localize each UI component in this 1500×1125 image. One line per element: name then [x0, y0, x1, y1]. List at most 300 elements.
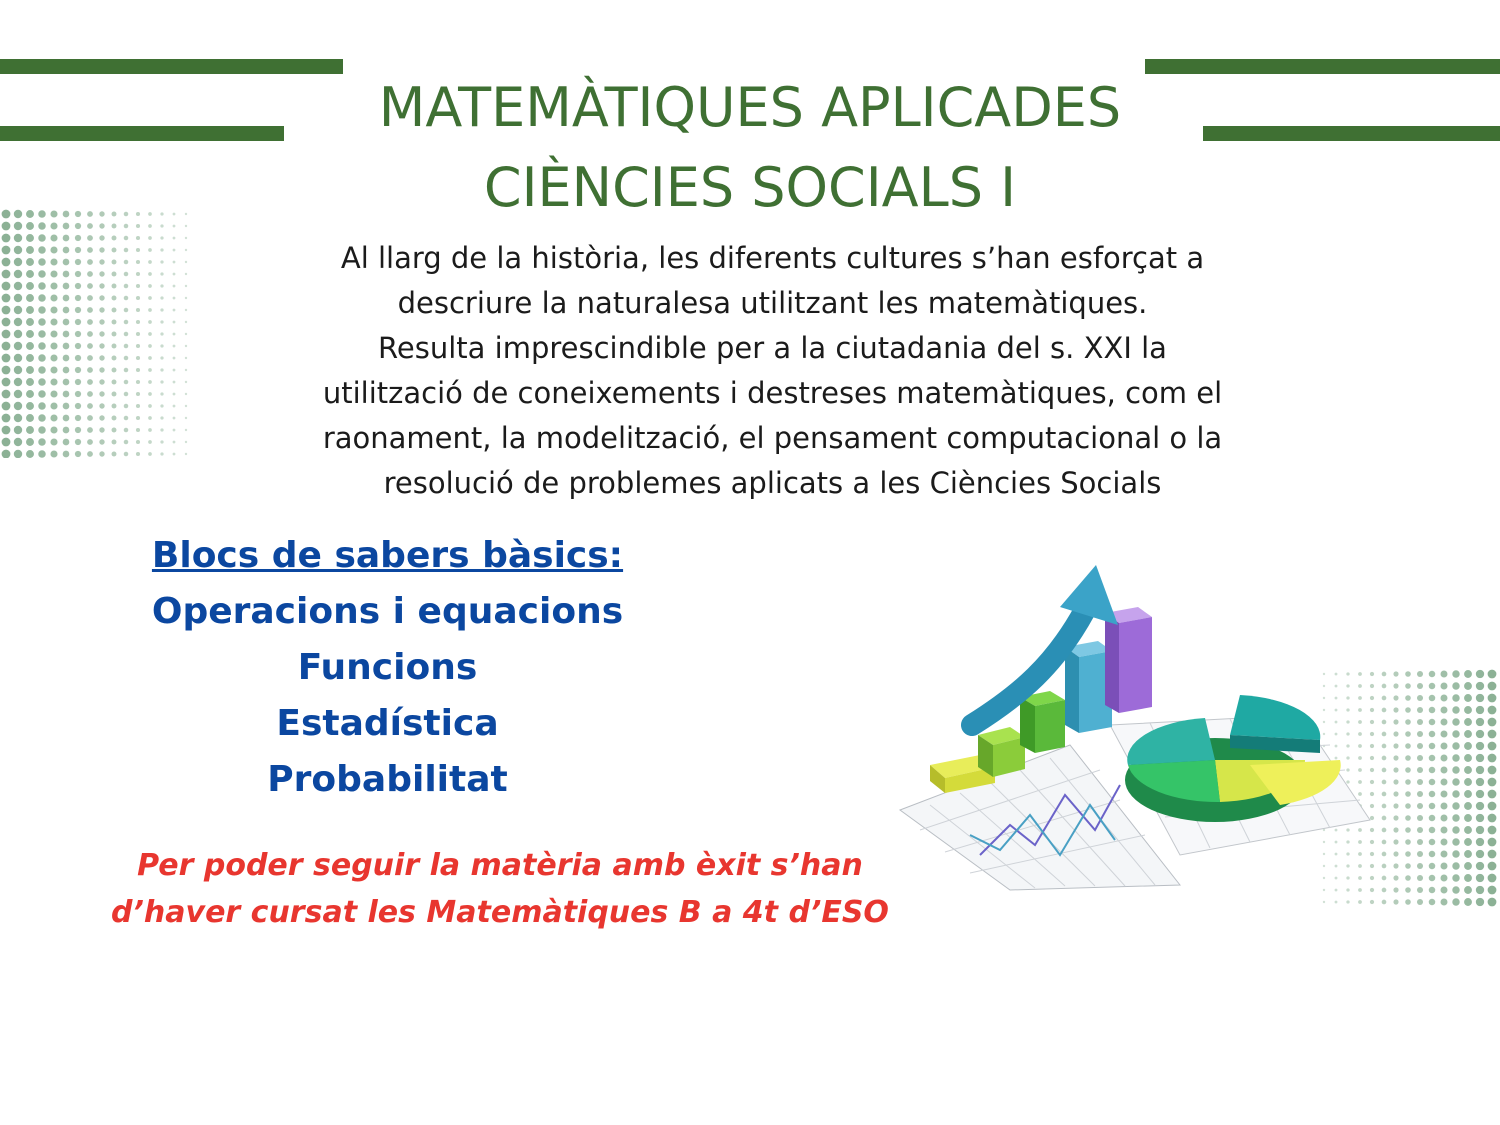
decorative-dot [50, 330, 57, 337]
decorative-dot [14, 306, 22, 314]
decorative-dot [1452, 814, 1459, 821]
decorative-dot [1417, 767, 1423, 773]
decorative-dot [50, 402, 57, 409]
decorative-dot [99, 295, 104, 300]
decorative-dot [63, 223, 70, 230]
decorative-dot [87, 427, 93, 433]
decorative-dot [1405, 695, 1411, 701]
decorative-dot [1476, 694, 1484, 702]
decorative-dot [136, 296, 140, 300]
decorative-dot [14, 378, 22, 386]
decorative-dot [185, 417, 187, 419]
decorative-dot [136, 356, 140, 360]
decorative-dot [185, 357, 187, 359]
decorative-dot [1417, 803, 1423, 809]
decorative-dot [1405, 779, 1411, 785]
decorative-dot [185, 297, 187, 299]
decorative-dot [50, 234, 57, 241]
decorative-dot [160, 416, 163, 419]
decorative-dot [148, 404, 152, 408]
decorative-dot [1452, 742, 1459, 749]
decorative-dot [1452, 838, 1459, 845]
decorative-dot [2, 306, 11, 315]
decorative-dot [173, 237, 176, 240]
decorative-dot [1488, 682, 1497, 691]
decorative-dot [148, 332, 152, 336]
decorative-dot [1452, 802, 1459, 809]
decorative-dot [1405, 827, 1411, 833]
decorative-dot [2, 414, 11, 423]
decorative-dot [185, 345, 187, 347]
decorative-dot [1452, 694, 1459, 701]
decorative-dot [50, 390, 57, 397]
decorative-dot [50, 426, 57, 433]
decorative-dot [1476, 742, 1484, 750]
decorative-dot [185, 285, 187, 287]
decorative-dot [14, 294, 22, 302]
decorative-dot [112, 404, 117, 409]
decorative-dot [63, 451, 70, 458]
decorative-dot [99, 343, 104, 348]
decorative-dot [173, 273, 176, 276]
decorative-dot [1476, 682, 1484, 690]
decorative-dot [75, 439, 81, 445]
decorative-dot [99, 271, 104, 276]
decorative-dot [160, 224, 163, 227]
decorative-dot [124, 452, 129, 457]
decorative-dot [1441, 899, 1448, 906]
decorative-dot [112, 284, 117, 289]
decorative-dot [1476, 850, 1484, 858]
decorative-dot [14, 414, 22, 422]
header-bar-left-top [0, 59, 343, 74]
decorative-dot [87, 391, 93, 397]
decorative-dot [1476, 826, 1484, 834]
decorative-dot [1488, 790, 1497, 799]
decorative-dot [160, 344, 163, 347]
decorative-dot [75, 283, 81, 289]
decorative-dot [112, 452, 117, 457]
decorative-dot [14, 426, 22, 434]
decorative-dot [1429, 767, 1436, 774]
decorative-dot [1441, 875, 1448, 882]
decorative-dot [75, 355, 81, 361]
decorative-dot [1429, 731, 1436, 738]
decorative-dot [1429, 899, 1436, 906]
decorative-dot [1464, 850, 1472, 858]
decorative-dot [1323, 901, 1325, 903]
decorative-dot [124, 380, 129, 385]
decorative-dot [185, 321, 187, 323]
decorative-dot [148, 380, 152, 384]
decorative-dot [124, 236, 129, 241]
decorative-dot [124, 296, 129, 301]
decorative-dot [1441, 839, 1448, 846]
decorative-dot [1452, 682, 1459, 689]
decorative-dot [14, 438, 22, 446]
decorative-dot [173, 285, 176, 288]
decorative-dot [2, 270, 11, 279]
decorative-dot [87, 319, 93, 325]
decorative-dot [148, 296, 152, 300]
decorative-dot [75, 223, 81, 229]
decorative-dot [26, 366, 34, 374]
decorative-dot [50, 270, 57, 277]
decorative-dot [14, 246, 22, 254]
decorative-dot [1488, 838, 1497, 847]
decorative-dot [136, 272, 140, 276]
decorative-dot [2, 222, 11, 231]
decorative-dot [63, 343, 70, 350]
decorative-dot [1488, 706, 1497, 715]
decorative-dot [1429, 803, 1436, 810]
decorative-dot [148, 368, 152, 372]
decorative-dot [63, 415, 70, 422]
decorative-dot [1476, 718, 1484, 726]
decorative-dot [38, 318, 46, 326]
decorative-dot [1452, 718, 1459, 725]
decorative-dot [160, 428, 163, 431]
decorative-dot [112, 296, 117, 301]
decorative-dot [124, 356, 129, 361]
decorative-dot [1441, 755, 1448, 762]
decorative-dot [112, 440, 117, 445]
decorative-dot [63, 259, 70, 266]
decorative-dot [50, 378, 57, 385]
decorative-dot [1429, 719, 1436, 726]
decorative-dot [173, 345, 176, 348]
decorative-dot [50, 318, 57, 325]
decorative-dot [112, 320, 117, 325]
decorative-dot [185, 393, 187, 395]
decorative-dot [124, 344, 129, 349]
decorative-dot [1476, 862, 1484, 870]
decorative-dot [50, 246, 57, 253]
decorative-dot [160, 380, 163, 383]
decorative-dot [160, 296, 163, 299]
decorative-dot [38, 294, 46, 302]
decorative-dot [1441, 863, 1448, 870]
decorative-dot [148, 236, 152, 240]
decorative-dot [185, 213, 187, 215]
decorative-dot [1476, 874, 1484, 882]
decorative-dot [1464, 694, 1472, 702]
decorative-dot [2, 282, 11, 291]
decorative-dot [124, 440, 129, 445]
decorative-dot [75, 271, 81, 277]
decorative-dot [50, 366, 57, 373]
decorative-dot [63, 439, 70, 446]
decorative-dot [185, 429, 187, 431]
decorative-dot [2, 426, 11, 435]
decorative-dot [1429, 683, 1436, 690]
decorative-dot [87, 307, 93, 313]
decorative-dot [1405, 719, 1411, 725]
decorative-dot [38, 426, 46, 434]
decorative-dot [160, 392, 163, 395]
decorative-dot [1464, 670, 1472, 678]
decorative-dot [1452, 790, 1459, 797]
decorative-dot [1464, 898, 1472, 906]
decorative-dot [173, 417, 176, 420]
decorative-dot [1476, 802, 1484, 810]
decorative-dot [136, 392, 140, 396]
decorative-dot [1417, 863, 1423, 869]
decorative-dot [1441, 827, 1448, 834]
prerequisite-note [40, 842, 960, 936]
decorative-dot [1405, 815, 1411, 821]
decorative-dot [1417, 671, 1423, 677]
decorative-dot [2, 210, 11, 219]
decorative-dot [173, 321, 176, 324]
decorative-dot [148, 428, 152, 432]
decorative-dot [38, 234, 46, 242]
decorative-dot [1464, 778, 1472, 786]
decorative-dot [38, 342, 46, 350]
decorative-dot [87, 235, 93, 241]
decorative-dot [99, 403, 104, 408]
decorative-dot [1488, 802, 1497, 811]
decorative-dot [1370, 900, 1374, 904]
decorative-dot [173, 297, 176, 300]
decorative-dot [173, 333, 176, 336]
decorative-dot [185, 405, 187, 407]
decorative-dot [112, 248, 117, 253]
decorative-dot [136, 320, 140, 324]
decorative-dot [160, 320, 163, 323]
decorative-dot [38, 270, 46, 278]
decorative-dot [1429, 875, 1436, 882]
decorative-dot [1464, 790, 1472, 798]
decorative-dot [26, 318, 34, 326]
decorative-dot [1452, 850, 1459, 857]
decorative-dot [160, 248, 163, 251]
decorative-dot [148, 260, 152, 264]
decorative-dot [1452, 898, 1459, 905]
decorative-dot [124, 320, 129, 325]
intro-line: Al llarg de la història, les diferents cultures s’han esforçat a [340, 241, 1205, 275]
decorative-dot [1488, 730, 1497, 739]
decorative-dot [136, 308, 140, 312]
decorative-dot [1441, 731, 1448, 738]
intro-line: resolució de problemes aplicats a les Ciències Socials [383, 466, 1162, 500]
decorative-dot [26, 402, 34, 410]
decorative-dot [136, 452, 140, 456]
decorative-dot [75, 367, 81, 373]
decorative-dot [38, 414, 46, 422]
decorative-dot [148, 224, 152, 228]
decorative-dot [1346, 900, 1349, 903]
decorative-dot [1488, 814, 1497, 823]
decorative-dot [63, 271, 70, 278]
decorative-dot [136, 380, 140, 384]
decorative-dot [38, 366, 46, 374]
decorative-dot [26, 378, 34, 386]
decorative-dot [1441, 767, 1448, 774]
decorative-dot [148, 272, 152, 276]
decorative-dot [14, 366, 22, 374]
decorative-dot [112, 392, 117, 397]
decorative-dot [50, 450, 57, 457]
decorative-dot [99, 307, 104, 312]
decorative-dot [99, 439, 104, 444]
decorative-dot [99, 211, 104, 216]
decorative-dot [148, 212, 152, 216]
decorative-dot [112, 332, 117, 337]
decorative-dot [1441, 695, 1448, 702]
decorative-dot [185, 333, 187, 335]
dot-pattern-left [0, 208, 195, 458]
decorative-dot [185, 453, 187, 455]
decorative-dot [124, 308, 129, 313]
decorative-dot [26, 330, 34, 338]
decorative-dot [1464, 742, 1472, 750]
decorative-dot [112, 380, 117, 385]
decorative-dot [173, 225, 176, 228]
decorative-dot [136, 344, 140, 348]
decorative-dot [1417, 743, 1423, 749]
decorative-dot [185, 309, 187, 311]
decorative-dot [63, 319, 70, 326]
decorative-dot [99, 319, 104, 324]
decorative-dot [38, 438, 46, 446]
decorative-dot [87, 247, 93, 253]
decorative-dot [173, 213, 176, 216]
decorative-dot [75, 391, 81, 397]
decorative-dot [1488, 826, 1497, 835]
decorative-dot [1464, 730, 1472, 738]
decorative-dot [148, 248, 152, 252]
decorative-dot [136, 416, 140, 420]
decorative-dot [160, 236, 163, 239]
decorative-dot [173, 261, 176, 264]
decorative-dot [99, 415, 104, 420]
block-item: Probabilitat [267, 759, 508, 800]
decorative-dot [38, 210, 46, 218]
decorative-dot [75, 307, 81, 313]
decorative-dot [75, 259, 81, 265]
decorative-dot [87, 451, 93, 457]
decorative-dot [148, 320, 152, 324]
decorative-dot [1488, 898, 1497, 907]
decorative-dot [87, 439, 93, 445]
note-line: Per poder seguir la matèria amb èxit s’han [137, 848, 863, 883]
decorative-dot [1452, 886, 1459, 893]
decorative-dot [1417, 815, 1423, 821]
decorative-dot [1429, 695, 1436, 702]
decorative-dot [38, 258, 46, 266]
decorative-dot [50, 294, 57, 301]
decorative-dot [14, 390, 22, 398]
decorative-dot [38, 246, 46, 254]
decorative-dot [1488, 694, 1497, 703]
decorative-dot [1476, 766, 1484, 774]
decorative-dot [63, 379, 70, 386]
decorative-dot [87, 295, 93, 301]
decorative-dot [38, 402, 46, 410]
decorative-dot [87, 355, 93, 361]
decorative-dot [26, 270, 34, 278]
decorative-dot [14, 318, 22, 326]
decorative-dot [1476, 790, 1484, 798]
decorative-dot [1405, 839, 1411, 845]
decorative-dot [112, 272, 117, 277]
decorative-dot [160, 212, 163, 215]
decorative-dot [75, 247, 81, 253]
decorative-dot [124, 248, 129, 253]
decorative-dot [63, 235, 70, 242]
decorative-dot [50, 306, 57, 313]
decorative-dot [1429, 755, 1436, 762]
decorative-dot [26, 258, 34, 266]
decorative-dot [50, 342, 57, 349]
decorative-dot [75, 235, 81, 241]
decorative-dot [124, 260, 129, 265]
decorative-dot [99, 391, 104, 396]
decorative-dot [136, 236, 140, 240]
decorative-dot [1476, 754, 1484, 762]
decorative-dot [1452, 754, 1459, 761]
decorative-dot [1464, 838, 1472, 846]
decorative-dot [148, 284, 152, 288]
decorative-dot [2, 366, 11, 375]
decorative-dot [1441, 851, 1448, 858]
decorative-dot [2, 234, 11, 243]
decorative-dot [1452, 670, 1459, 677]
decorative-dot [1441, 671, 1448, 678]
decorative-dot [136, 284, 140, 288]
decorative-dot [1417, 731, 1423, 737]
decorative-dot [38, 222, 46, 230]
decorative-dot [63, 355, 70, 362]
decorative-dot [1476, 898, 1484, 906]
decorative-dot [1405, 851, 1411, 857]
decorative-dot [148, 440, 152, 444]
decorative-dot [173, 357, 176, 360]
decorative-dot [99, 379, 104, 384]
decorative-dot [63, 331, 70, 338]
decorative-dot [112, 308, 117, 313]
decorative-dot [185, 249, 187, 251]
decorative-dot [124, 272, 129, 277]
decorative-dot [1464, 754, 1472, 762]
decorative-dot [112, 356, 117, 361]
decorative-dot [1358, 900, 1362, 904]
decorative-dot [1476, 838, 1484, 846]
decorative-dot [1405, 707, 1411, 713]
decorative-dot [75, 427, 81, 433]
decorative-dot [87, 379, 93, 385]
decorative-dot [160, 308, 163, 311]
decorative-dot [1429, 887, 1436, 894]
decorative-dot [173, 381, 176, 384]
decorative-dot [1441, 743, 1448, 750]
decorative-dot [1417, 719, 1423, 725]
decorative-dot [136, 332, 140, 336]
decorative-dot [87, 211, 93, 217]
decorative-dot [160, 260, 163, 263]
decorative-dot [26, 426, 34, 434]
decorative-dot [2, 450, 11, 458]
decorative-dot [1476, 706, 1484, 714]
decorative-dot [136, 212, 140, 216]
decorative-dot [1382, 900, 1387, 905]
decorative-dot [1464, 826, 1472, 834]
decorative-dot [1429, 791, 1436, 798]
decorative-dot [1417, 899, 1423, 905]
block-item: Funcions [297, 647, 478, 688]
decorative-dot [136, 260, 140, 264]
